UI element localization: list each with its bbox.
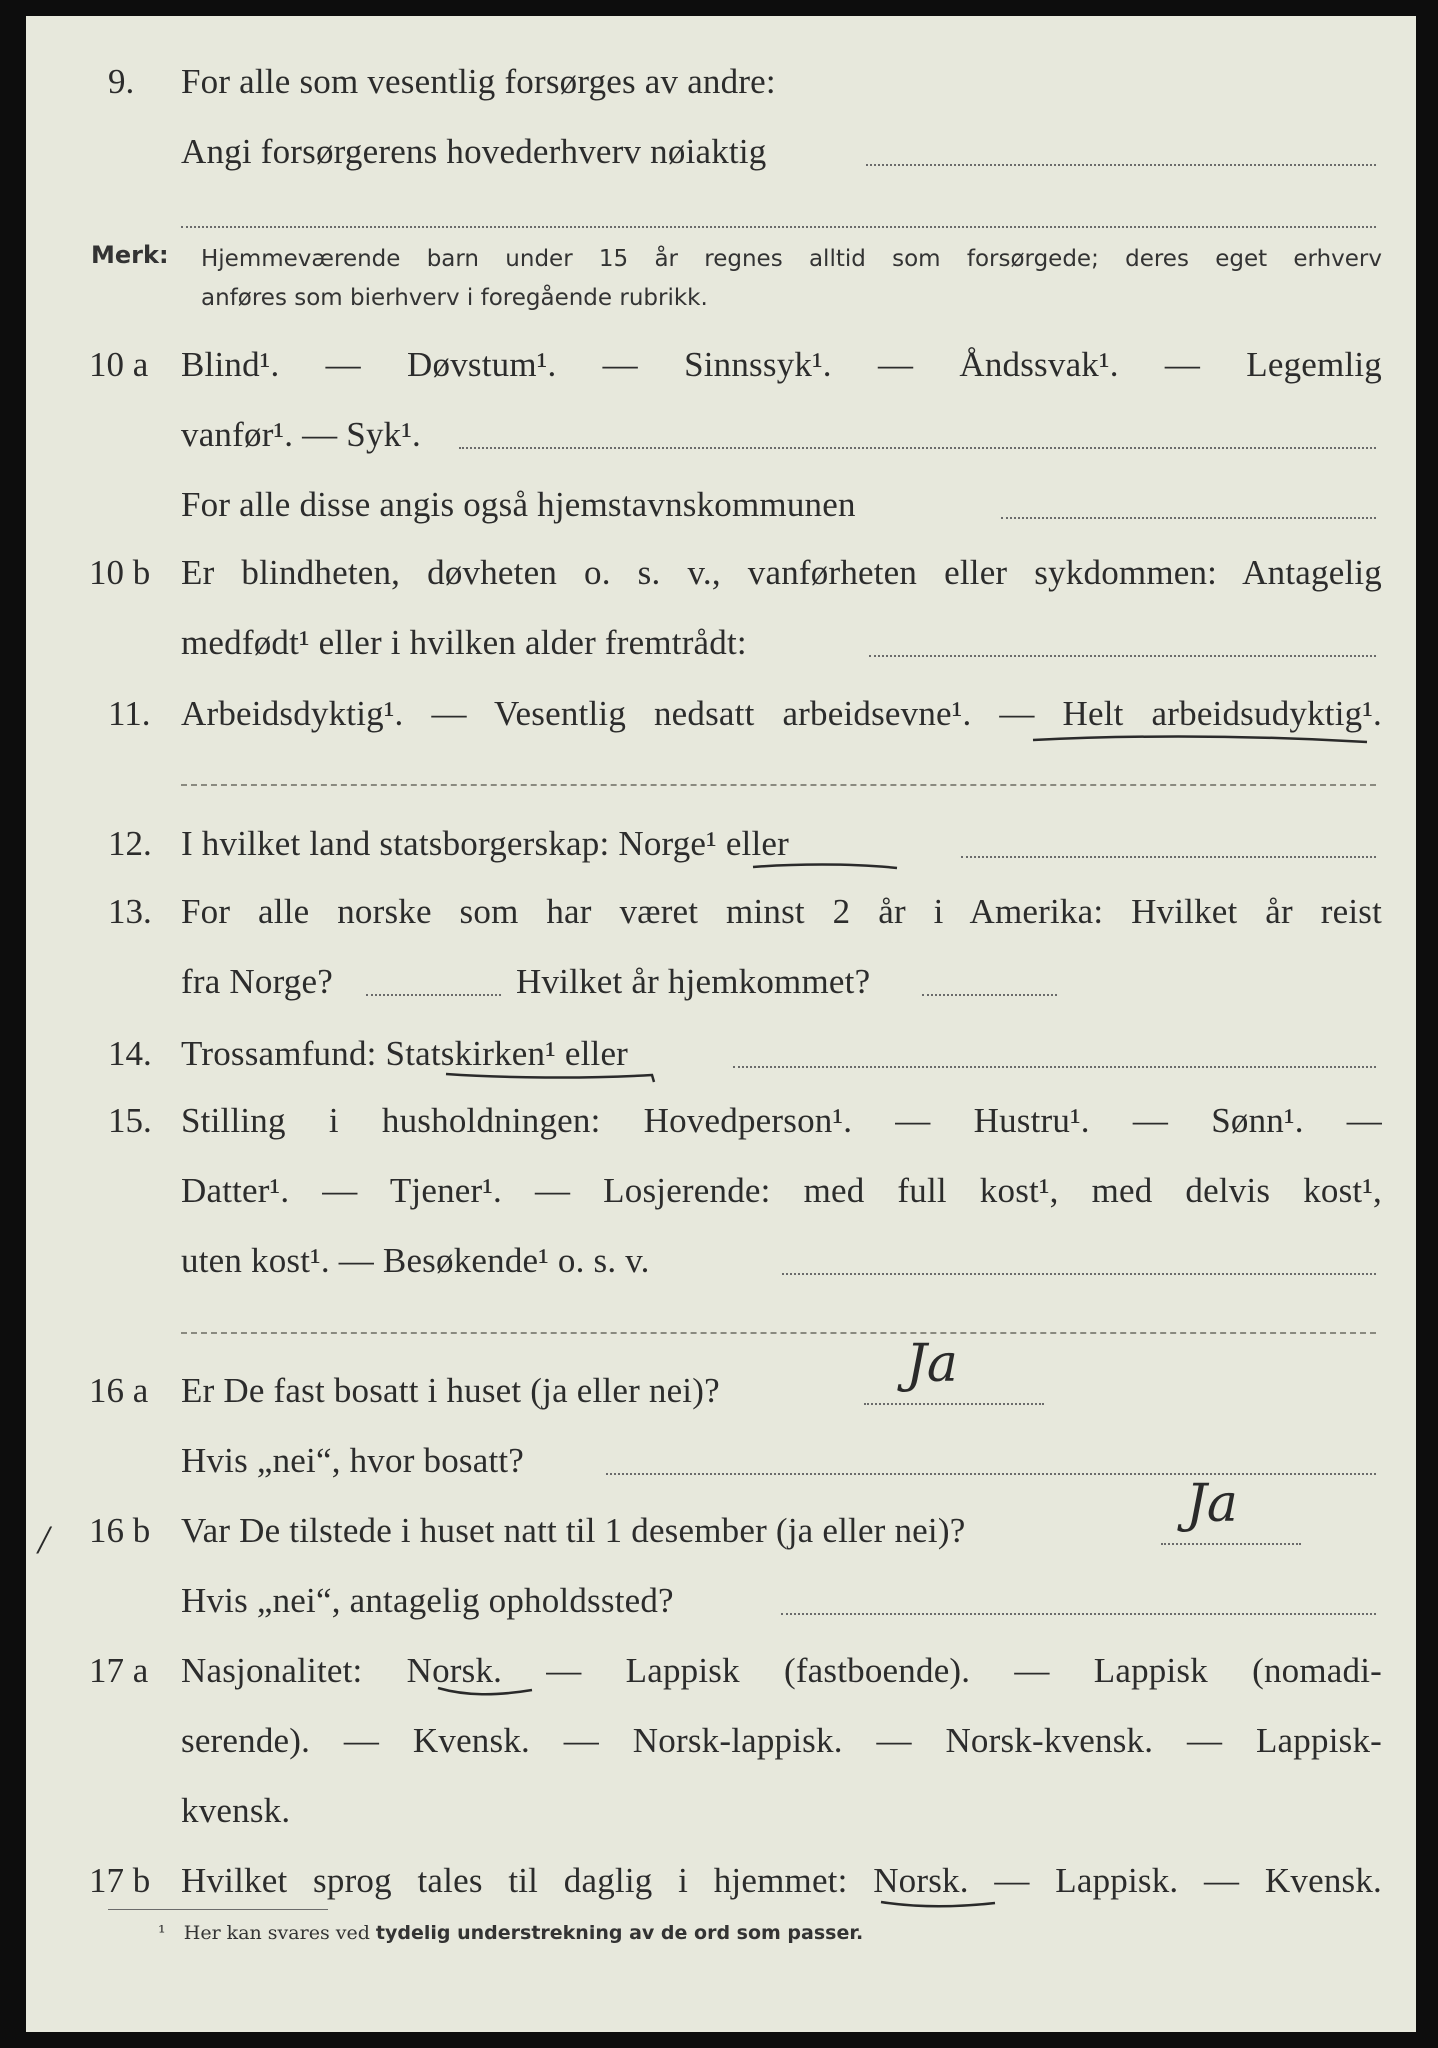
answer-line[interactable]: [181, 226, 1376, 228]
handwritten-underline: [751, 859, 901, 875]
answer-line[interactable]: [869, 655, 1376, 657]
question-9: [26, 47, 1416, 117]
question-text: uten kost¹. — Besøkende¹ o. s. v.: [181, 1241, 650, 1280]
question-text: Er De fast bosatt i huset (ja eller nei)?: [181, 1371, 720, 1410]
question-13: [26, 877, 1416, 947]
question-number: 17 b: [89, 1861, 151, 1900]
question-number: 13.: [108, 892, 152, 931]
census-form-page: [26, 16, 1416, 2032]
question-15-line-3: [26, 1226, 1416, 1296]
question-text: Hvis „nei“, hvor bosatt?: [181, 1441, 525, 1480]
question-number: 17 a: [89, 1651, 149, 1690]
question-number: 16 b: [89, 1511, 151, 1550]
question-text: Hvilket år hjemkommet?: [516, 962, 871, 1001]
handwritten-answer: Ja: [1186, 1474, 1238, 1534]
question-text: Stilling i husholdningen: Hovedperson¹. — Hustru¹. — Sønn¹. —: [181, 1101, 1382, 1140]
question-10a-line-3: [26, 470, 1416, 540]
question-text: I hvilket land statsborgerskap: Norge¹ eller: [181, 824, 789, 863]
answer-line[interactable]: [606, 1473, 1376, 1475]
question-number: 11.: [108, 694, 151, 733]
question-text: Hvilket sprog tales til daglig i hjemmet: Norsk. — Lappisk. — Kvensk.: [181, 1861, 1382, 1900]
question-9-line-2: [26, 117, 1416, 187]
question-text: Nasjonalitet: Norsk. — Lappisk (fastboende). — Lappisk (nomadi-: [181, 1651, 1382, 1690]
question-text: medfødt¹ eller i hvilken alder fremtrådt:: [181, 623, 747, 662]
question-number: 12.: [108, 824, 152, 863]
footnote: [158, 1922, 863, 1944]
footnote-mark: ¹: [158, 1922, 166, 1944]
question-15: [26, 1086, 1416, 1156]
answer-line[interactable]: [961, 856, 1376, 858]
question-number: 10 b: [89, 553, 151, 592]
question-text: Hvis „nei“, antagelig opholdssted?: [181, 1581, 674, 1620]
question-16b-line-2: [26, 1566, 1416, 1636]
answer-line[interactable]: [922, 994, 1057, 996]
footnote-emphasis: tydelig understrekning av de ord som passer.: [375, 1922, 864, 1944]
question-13-line-2: [26, 947, 1416, 1017]
answer-line[interactable]: [733, 1066, 1376, 1068]
question-text: Angi forsørgerens hovederhverv nøiaktig: [181, 132, 767, 171]
handwritten-underline: [444, 1068, 656, 1086]
question-14: [26, 1019, 1416, 1089]
question-text: For alle som vesentlig forsørges av andre:: [181, 62, 776, 101]
question-15-line-2: [26, 1156, 1416, 1226]
handwritten-underline: [1031, 730, 1371, 750]
margin-mark: /: [38, 1517, 50, 1562]
question-text: Blind¹. — Døvstum¹. — Sinnssyk¹. — Åndssvak¹. — Legemlig: [181, 345, 1382, 384]
question-17a: [26, 1636, 1416, 1706]
handwritten-underline: [436, 1684, 536, 1700]
question-number: 10 a: [89, 345, 149, 384]
question-text: vanfør¹. — Syk¹.: [181, 415, 421, 454]
question-12: [26, 809, 1416, 879]
question-10a-line-2: [26, 400, 1416, 470]
question-text: For alle disse angis også hjemstavnskommunen: [181, 485, 856, 524]
question-text: Var De tilstede i huset natt til 1 desember (ja eller nei)?: [181, 1511, 966, 1550]
note-label: Merk:: [91, 241, 169, 269]
question-text: Trossamfund: Statskirken¹ eller: [181, 1034, 629, 1073]
question-17a-line-2: [26, 1706, 1416, 1776]
answer-line[interactable]: [864, 1403, 1044, 1405]
question-number: 14.: [108, 1034, 152, 1073]
section-divider: [181, 784, 1376, 786]
question-text: kvensk.: [181, 1791, 291, 1830]
question-17a-line-3: [26, 1776, 1416, 1846]
answer-line[interactable]: [781, 1613, 1376, 1615]
handwritten-underline: [879, 1896, 999, 1912]
question-10b: [26, 538, 1416, 608]
answer-line[interactable]: [1001, 517, 1376, 519]
question-10b-line-2: [26, 608, 1416, 678]
handwritten-answer: Ja: [906, 1334, 958, 1394]
question-text: fra Norge?: [181, 962, 333, 1001]
question-number: 9.: [108, 62, 135, 101]
question-10a: [26, 330, 1416, 400]
answer-line[interactable]: [866, 164, 1376, 166]
footnote-rule: [108, 1909, 328, 1910]
question-17b: [26, 1846, 1416, 1916]
question-text: Datter¹. — Tjener¹. — Losjerende: med full kost¹, med delvis kost¹,: [181, 1171, 1382, 1210]
question-number: 16 a: [89, 1371, 149, 1410]
question-text: Er blindheten, døvheten o. s. v., vanførheten eller sykdommen: Antagelig: [181, 553, 1382, 592]
footnote-text: Her kan svares ved: [183, 1922, 370, 1944]
question-number: 15.: [108, 1101, 152, 1140]
answer-line[interactable]: [782, 1273, 1376, 1275]
section-divider: [181, 1332, 1376, 1334]
question-text: serende). — Kvensk. — Norsk-lappisk. — Norsk-kvensk. — Lappisk-: [181, 1721, 1382, 1760]
answer-line[interactable]: [459, 447, 1376, 449]
question-text: For alle norske som har været minst 2 år i Amerika: Hvilket år reist: [181, 892, 1382, 931]
question-text: Arbeidsdyktig¹. — Vesentlig nedsatt arbeidsevne¹. — Helt arbeidsudyktig¹.: [181, 694, 1382, 733]
answer-line[interactable]: [366, 994, 501, 996]
note-text: Hjemmeværende barn under 15 år regnes alltid som forsørgede; deres eget erhverv: [201, 246, 1382, 272]
question-16a: [26, 1356, 1416, 1426]
answer-line[interactable]: [1161, 1543, 1301, 1545]
note-text: anføres som bierhverv i foregående rubrikk.: [201, 285, 708, 311]
